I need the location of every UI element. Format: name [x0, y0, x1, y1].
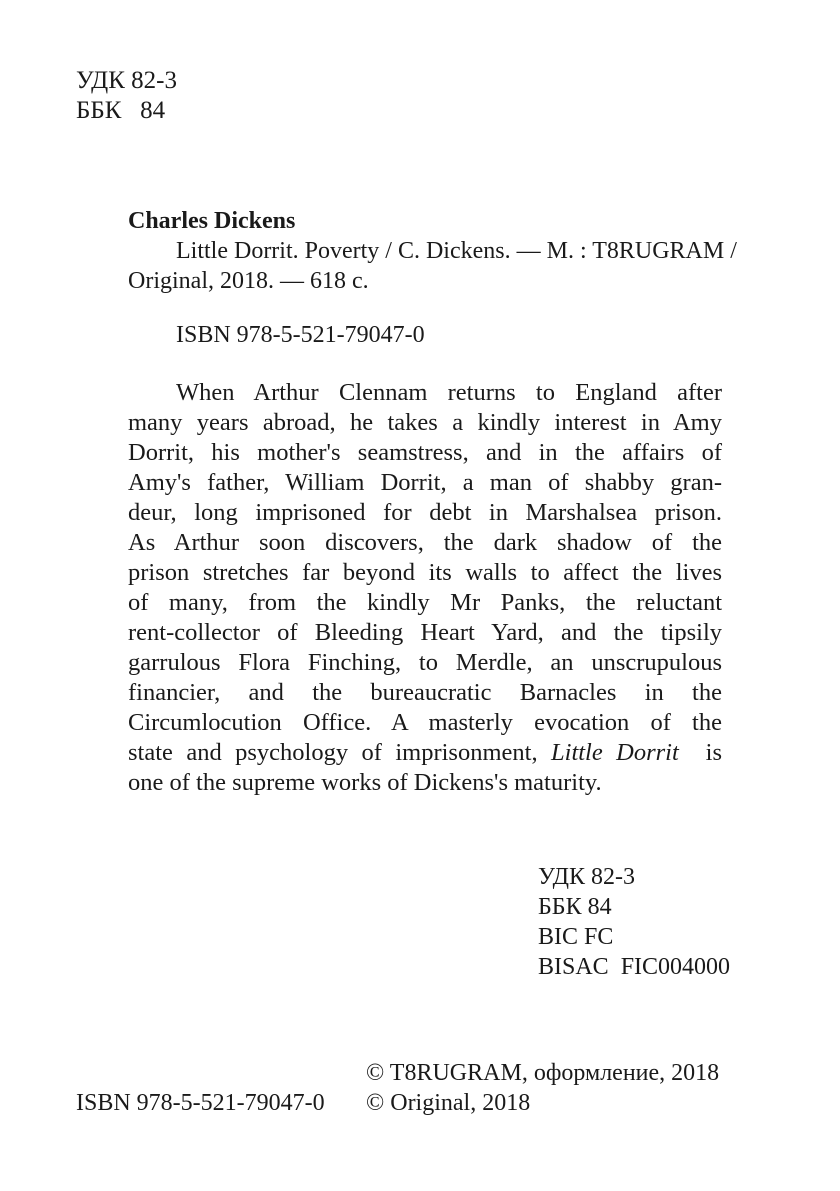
right-classification	[538, 862, 730, 982]
udk-code: УДК 82-3	[76, 67, 177, 94]
annotation-line: Circumlocution Office. A masterly evocation of the	[128, 709, 722, 736]
annotation-line: rent-collector of Bleeding Heart Yard, and the tipsily	[128, 619, 722, 646]
annotation-line: Amy's father, William Dorrit, a man of shabby gran-	[128, 469, 722, 496]
annotation-line: of many, from the kindly Mr Panks, the reluctant	[128, 589, 722, 616]
top-classification	[76, 66, 177, 126]
annotation-line: garrulous Flora Finching, to Merdle, an unscrupulous	[128, 649, 722, 676]
annotation-text: is	[678, 739, 722, 766]
annotation-line-with-title	[128, 738, 722, 768]
udk-code: УДК 82-3	[538, 864, 635, 890]
bbk-code: ББК 84	[538, 894, 612, 920]
annotation-line: financier, and the bureaucratic Barnacles in the	[128, 679, 722, 706]
annotation-line: Dorrit, his mother's seamstress, and in the affairs of	[128, 439, 722, 466]
copyright-original: © Original, 2018	[366, 1090, 531, 1116]
annotation-line: deur, long imprisoned for debt in Marshalsea prison.	[128, 499, 722, 526]
annotation-line: one of the supreme works of Dickens's maturity.	[128, 769, 602, 796]
author-name: Charles Dickens	[128, 208, 296, 234]
biblio-line-1: Little Dorrit. Poverty / C. Dickens. — M. : T8RUGRAM /	[176, 238, 737, 264]
bic-code: BIC FC	[538, 924, 614, 950]
biblio-line-2: Original, 2018. — 618 с.	[128, 268, 369, 294]
annotation-line: many years abroad, he takes a kindly interest in Amy	[128, 409, 722, 436]
book-title-italic: Little Dorrit	[551, 739, 679, 766]
annotation-line: prison stretches far beyond its walls to affect the lives	[128, 559, 722, 586]
annotation-text: state and psychology of imprisonment,	[128, 739, 552, 766]
annotation-line: As Arthur soon discovers, the dark shadow of the	[128, 529, 722, 556]
annotation-paragraph	[128, 378, 722, 798]
copyright-block	[366, 1058, 719, 1118]
bibliographic-description	[128, 236, 737, 296]
isbn-main: ISBN 978-5-521-79047-0	[176, 322, 425, 348]
bbk-code: ББК 84	[76, 97, 166, 124]
copyright-publisher: © T8RUGRAM, оформление, 2018	[366, 1060, 720, 1086]
isbn-bottom: ISBN 978-5-521-79047-0	[76, 1090, 325, 1116]
annotation-line: When Arthur Clennam returns to England after	[176, 379, 722, 406]
bisac-code: BISAC FIC004000	[538, 954, 731, 980]
